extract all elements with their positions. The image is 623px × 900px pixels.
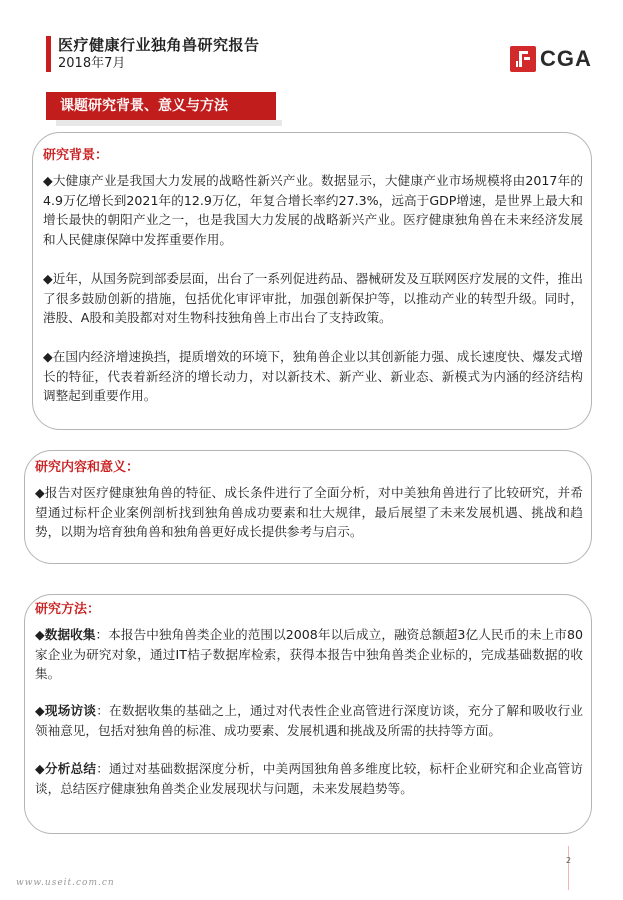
cga-logo — [510, 46, 596, 74]
title-accent-bar — [46, 36, 51, 72]
section-banner-label: 课题研究背景、意义与方法 — [60, 98, 228, 114]
methods-heading: 研究方法： — [35, 602, 101, 617]
watermark: www.useit.com.cn — [16, 878, 115, 888]
method-item-analysis — [35, 759, 583, 798]
method-lead: ◆数据收集 — [35, 627, 96, 642]
background-heading: 研究背景： — [43, 148, 109, 163]
report-date: 2018年7月 — [58, 56, 126, 71]
methods-panel — [24, 594, 592, 834]
content-panel — [24, 450, 592, 564]
content-heading: 研究内容和意义： — [35, 460, 140, 475]
background-paragraph-3: ◆在国内经济增速换挡，提质增效的环境下，独角兽企业以其创新能力强、成长速度快、爆发式增长的特征，代表着新经济的增长动力，对以新技术、新产业、新业态、新模式为内涵的经济结构调整起到重要作用。 — [43, 349, 583, 404]
report-title: 医疗健康行业独角兽研究报告 — [58, 36, 260, 54]
background-paragraph-2: ◆近年，从国务院到部委层面，出台了一系列促进药品、器械研发及互联网医疗发展的文件，推出了很多鼓励创新的措施，包括优化审评审批，加强创新保护等，以推动产业的转型升级。同时，港股、A股和美股都对对生物科技独角兽上市出台了支持政策。 — [43, 271, 583, 326]
background-panel — [32, 132, 592, 430]
method-text: ：本报告中独角兽类企业的范围以2008年以后成立，融资总额超3亿人民币的未上市80家企业为研究对象，通过IT桔子数据库检索，获得本报告中独角兽类企业标的，完成基础数据的收集。 — [35, 627, 584, 682]
method-lead: ◆现场访谈 — [35, 703, 97, 718]
section-banner — [46, 92, 276, 120]
method-text: ：通过对基础数据深度分析，中美两国独角兽多维度比较，标杆企业研究和企业高管访谈，总结医疗健康独角兽类企业发展现状与问题，未来发展趋势等。 — [35, 761, 584, 796]
cga-logo-text: CGA — [540, 46, 592, 71]
method-item-interviews — [35, 701, 583, 740]
background-paragraph-1: ◆大健康产业是我国大力发展的战略性新兴产业。数据显示，大健康产业市场规模将由2017年的4.9万亿增长到2021年的12.9万亿，年复合增长率约27.3%，远高于GDP增速，是世界上最大和增长最快的朝阳产业之一，也是我国大力发展的战略新兴产业。医疗健康独角兽在未来经济发展和人民健康保障中发挥重要作用。 — [43, 173, 583, 247]
method-lead: ◆分析总结 — [35, 761, 97, 776]
method-item-data-collection — [35, 625, 583, 684]
content-paragraph: ◆报告对医疗健康独角兽的特征、成长条件进行了全面分析，对中美独角兽进行了比较研究，并希望通过标杆企业案例剖析找到独角兽成功要素和壮大规律，最后展望了未来发展机遇、挑战和趋势，以期为培育独角兽和独角兽更好成长提供参考与启示。 — [35, 485, 583, 540]
footer-divider — [566, 846, 572, 890]
page-number: 2 — [566, 856, 572, 865]
method-text: ：在数据收集的基础之上，通过对代表性企业高管进行深度访谈，充分了解和吸收行业领袖意见，包括对独角兽的标准、成功要素、发展机遇和挑战及所需的扶持等方面。 — [35, 703, 584, 738]
banner-shadow — [56, 120, 282, 126]
cga-logo-icon — [510, 46, 536, 72]
